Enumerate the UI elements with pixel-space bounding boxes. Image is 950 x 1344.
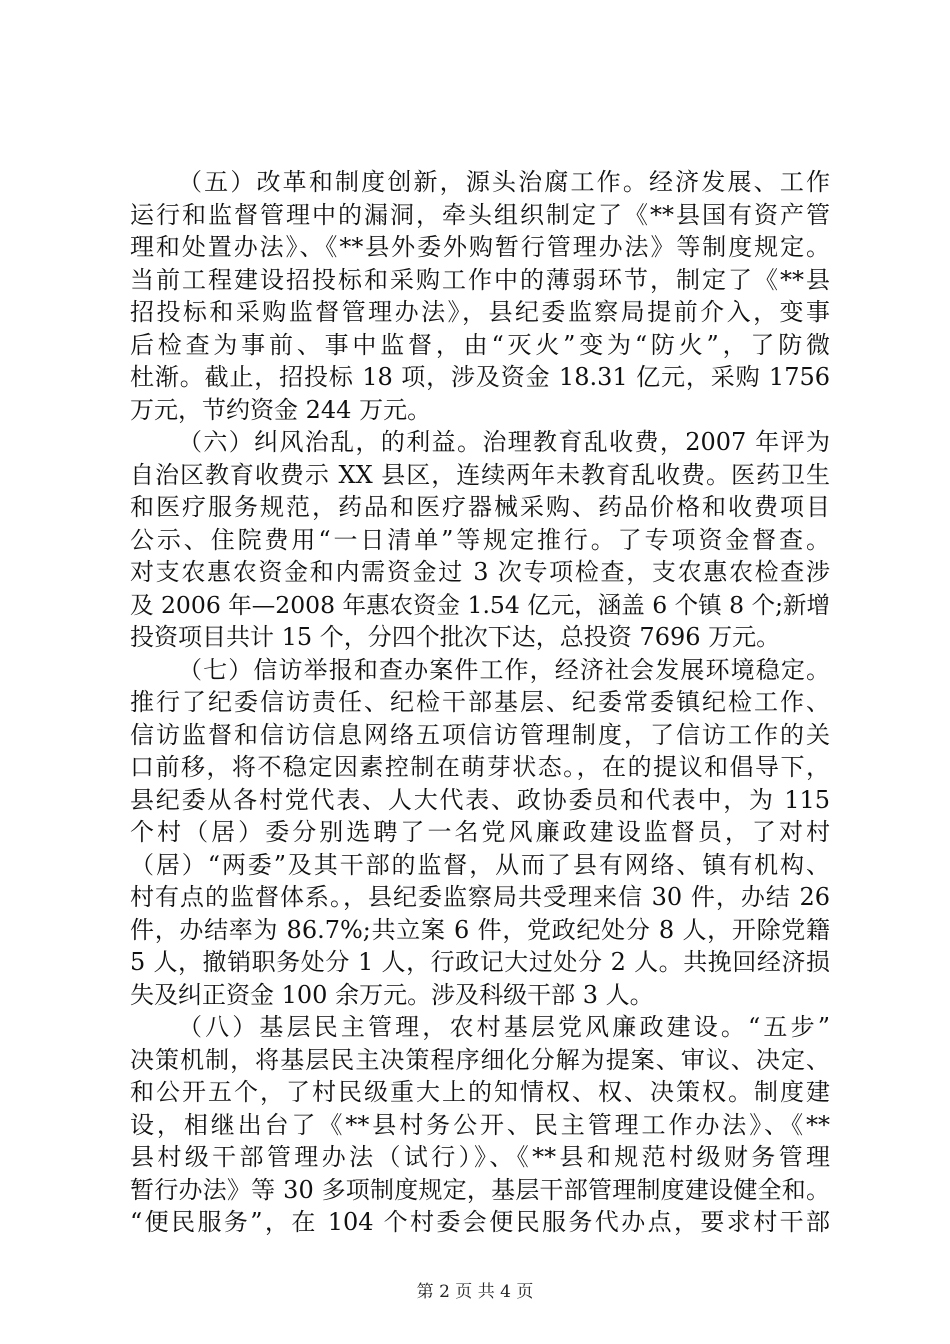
text-line: 个村（居）委分别选聘了一名党风廉政建设监督员，了对村	[130, 818, 830, 846]
text-line: 运行和监督管理中的漏洞，牵头组织制定了《**县国有资产管	[130, 200, 830, 229]
text-line: 口前移，将不稳定因素控制在萌芽状态。，在的提议和倡导下，	[130, 753, 830, 781]
text-line: 后检查为事前、事中监督，由“灭火”变为“防火”，了防微	[130, 330, 830, 359]
text-line: 县村级干部管理办法（试行）》、《**县和规范村级财务管理	[130, 1143, 830, 1171]
text-line: 杜渐。截止，招投标 18 项，涉及资金 18.31 亿元，采购 1756	[130, 363, 830, 391]
text-line: 设，相继出台了《**县村务公开、民主管理工作办法》、《**	[130, 1110, 830, 1139]
text-line: 件，办结率为 86.7%;共立案 6 件，党政纪处分 8 人，开除党籍	[130, 915, 830, 944]
text-line: （六）纠风治乱，的利益。治理教育乱收费，2007 年评为	[178, 428, 830, 456]
text-line: 推行了纪委信访责任、纪检干部基层、纪委常委镇纪检工作、	[130, 688, 830, 716]
page-footer: 第 2 页 共 4 页	[416, 1282, 534, 1302]
text-line: 5 人，撤销职务处分 1 人，行政记大过处分 2 人。共挽回经济损	[130, 948, 830, 976]
text-line: （八）基层民主管理，农村基层党风廉政建设。“五步”	[178, 1013, 830, 1041]
text-line: 对支农惠农资金和内需资金过 3 次专项检查，支农惠农检查涉	[130, 558, 830, 586]
text-line: 暂行办法》等 30 多项制度规定，基层干部管理制度建设健全和。	[130, 1175, 830, 1204]
text-line: 投资项目共计 15 个，分四个批次下达，总投资 7696 万元。	[130, 623, 781, 651]
text-line: 和公开五个，了村民级重大上的知情权、权、决策权。制度建	[130, 1078, 830, 1106]
text-line: 当前工程建设招投标和采购工作中的薄弱环节，制定了《**县	[130, 265, 830, 294]
text-line: 招投标和采购监督管理办法》，县纪委监察局提前介入，变事	[130, 298, 830, 326]
text-line: 信访监督和信访信息网络五项信访管理制度，了信访工作的关	[130, 720, 830, 749]
text-line: （居）“两委”及其干部的监督，从而了县有网络、镇有机构、	[130, 850, 830, 879]
text-line: 决策机制，将基层民主决策程序细化分解为提案、审议、决定、	[130, 1045, 830, 1074]
text-line: （七）信访举报和查办案件工作，经济社会发展环境稳定。	[178, 655, 830, 684]
text-line: 理和处置办法》、《**县外委外购暂行管理办法》等制度规定。	[130, 233, 830, 261]
text-line: 县纪委从各村党代表、人大代表、政协委员和代表中，为 115	[130, 785, 830, 814]
text-line: 失及纠正资金 100 余万元。涉及科级干部 3 人。	[130, 980, 654, 1009]
text-line: 村有点的监督体系。，县纪委监察局共受理来信 30 件，办结 26	[130, 883, 830, 911]
text-line: 自治区教育收费示 XX 县区，连续两年未教育乱收费。医药卫生	[130, 460, 830, 489]
text-line: 及 2006 年—2008 年惠农资金 1.54 亿元，涵盖 6 个镇 8 个;新增	[130, 590, 830, 619]
text-line: 万元，节约资金 244 万元。	[130, 395, 432, 424]
text-line: （五）改革和制度创新，源头治腐工作。经济发展、工作	[178, 168, 830, 196]
text-line: 公示、住院费用“一日清单”等规定推行。了专项资金督查。	[130, 525, 830, 554]
text-line: 和医疗服务规范，药品和医疗器械采购、药品价格和收费项目	[130, 493, 830, 521]
text-line: “便民服务”，在 104 个村委会便民服务代办点，要求村干部	[130, 1208, 830, 1236]
document-body	[130, 166, 830, 1239]
